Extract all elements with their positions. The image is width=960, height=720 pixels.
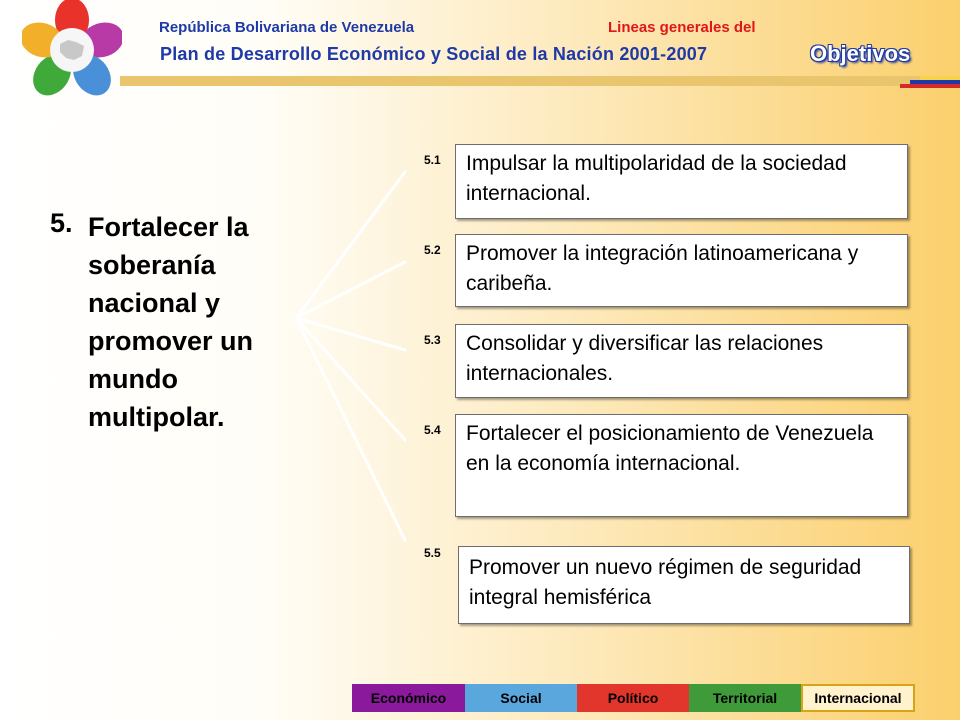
objective-box-5-5: Promover un nuevo régimen de seguridad integral hemisférica — [458, 546, 910, 624]
objective-num-5-3: 5.3 — [424, 333, 441, 347]
objective-box-5-2: Promover la integración latinoamericana y caribeña. — [455, 234, 908, 307]
objective-num-5-4: 5.4 — [424, 423, 441, 437]
objective-number: 5. — [50, 208, 73, 238]
nav-tab-social[interactable]: Social — [465, 684, 577, 712]
objective-box-5-4: Fortalecer el posicionamiento de Venezuela en la economía internacional. — [455, 414, 908, 517]
objective-num-5-1: 5.1 — [424, 153, 441, 167]
objective-num-5-5: 5.5 — [424, 546, 441, 560]
objective-num-5-2: 5.2 — [424, 243, 441, 257]
objective-box-5-1: Impulsar la multipolaridad de la sociedad internacional. — [455, 144, 908, 219]
header-plan: Plan de Desarrollo Económico y Social de la Nación 2001-2007 — [160, 44, 708, 64]
objective-title: Fortalecer la soberanía nacional y promover un mundo multipolar. — [88, 212, 254, 432]
nav-tab-territorial[interactable]: Territorial — [689, 684, 801, 712]
nav-tab-politico[interactable]: Político — [577, 684, 689, 712]
objective-box-5-3: Consolidar y diversificar las relaciones internacionales. — [455, 324, 908, 398]
section-title: Objetivos — [810, 41, 911, 66]
header-republic: República Bolivariana de Venezuela — [159, 19, 415, 36]
nav-tab-internacional[interactable]: Internacional — [801, 684, 915, 712]
header-lines: Lineas generales del — [608, 19, 756, 36]
nav-tab-economico[interactable]: Económico — [352, 684, 465, 712]
